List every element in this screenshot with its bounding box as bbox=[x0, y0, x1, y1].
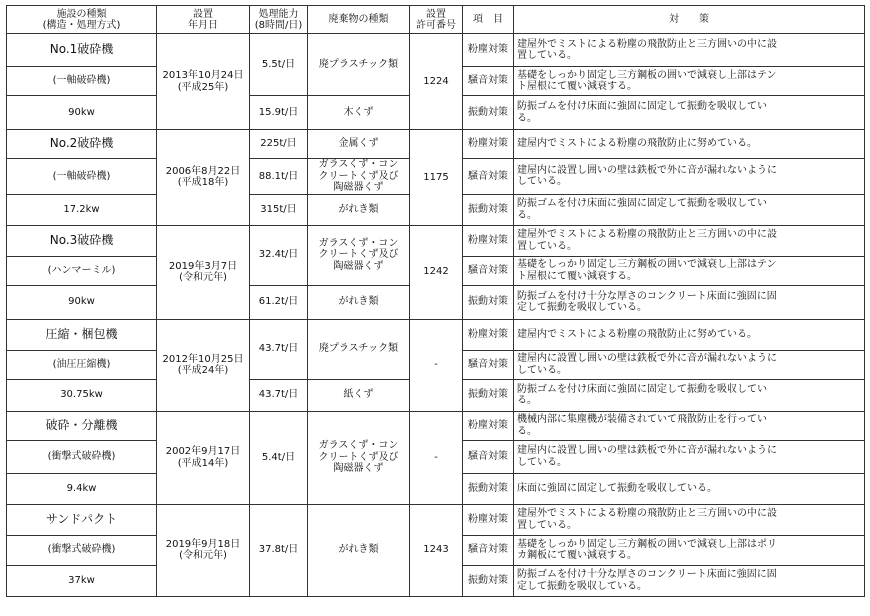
header-installed-date bbox=[157, 6, 250, 34]
waste-type: クリートくず及び bbox=[318, 451, 399, 463]
header-text: 設置 bbox=[426, 8, 446, 20]
permit-number-cell: 1243 bbox=[410, 504, 463, 596]
measure-line: 建屋外でミストによる粉塵の飛散防止と三方囲いの中に設 bbox=[517, 508, 777, 519]
facility-method: (衝撃式破砕機) bbox=[7, 440, 157, 473]
facility-name: No.1破砕機 bbox=[7, 34, 157, 67]
measure-text bbox=[514, 411, 865, 440]
waste-type-cell bbox=[308, 379, 410, 411]
measure-line: している。 bbox=[517, 364, 567, 376]
measure-item: 騒音対策 bbox=[463, 256, 514, 285]
installed-date-cell bbox=[157, 504, 250, 596]
waste-type: がれき類 bbox=[338, 203, 379, 215]
measure-line: ト屋根にて覆い減衰する。 bbox=[517, 81, 637, 92]
measure-line: る。 bbox=[517, 209, 537, 221]
waste-type: がれき類 bbox=[338, 296, 379, 308]
measure-item: 振動対策 bbox=[463, 285, 514, 319]
facility-name: No.2破砕機 bbox=[7, 130, 157, 159]
header-capacity bbox=[250, 6, 308, 34]
waste-type-cell bbox=[308, 411, 410, 504]
measure-item: 粉塵対策 bbox=[463, 411, 514, 440]
capacity-cell: 37.8t/日 bbox=[250, 504, 308, 596]
waste-type: 木くず bbox=[343, 106, 374, 118]
measure-text bbox=[514, 504, 865, 535]
waste-type: 金属くず bbox=[338, 138, 379, 150]
permit-number-cell: 1175 bbox=[410, 130, 463, 226]
installed-era: (平成25年) bbox=[177, 81, 229, 93]
permit-number-cell: 1242 bbox=[410, 225, 463, 319]
facility-method: (一軸破砕機) bbox=[7, 159, 157, 195]
measure-line: 防振ゴムを付け床面に強固に固定して振動を吸収してい bbox=[517, 101, 767, 112]
measure-item: 粉塵対策 bbox=[463, 34, 514, 67]
table-row bbox=[7, 319, 865, 350]
measure-line: 基礎をしっかり固定し三方鋼板の囲いで減衰し上部はテン bbox=[517, 69, 777, 81]
measure-line: 建屋内に設置し囲いの壁は鉄板で外に音が漏れないように bbox=[517, 164, 777, 176]
table-row bbox=[7, 34, 865, 67]
table-row bbox=[7, 504, 865, 535]
measure-line: している。 bbox=[517, 176, 567, 188]
header-text: 年月日 bbox=[188, 19, 218, 31]
waste-type-cell bbox=[308, 130, 410, 159]
capacity-cell: 43.7t/日 bbox=[250, 319, 308, 379]
waste-type: がれき類 bbox=[338, 544, 379, 556]
waste-type: 陶磁器くず bbox=[333, 463, 384, 475]
header-permit-number bbox=[410, 6, 463, 34]
header-text: 設置 bbox=[193, 8, 213, 20]
facility-method: (衝撃式破砕機) bbox=[7, 535, 157, 565]
installed-date-cell bbox=[157, 130, 250, 226]
facility-name: 圧縮・梱包機 bbox=[7, 319, 157, 350]
measure-line: 定して振動を吸収している。 bbox=[517, 302, 647, 313]
installed-date: 2019年9月18日 bbox=[165, 538, 241, 550]
measure-text bbox=[514, 194, 865, 225]
capacity-cell: 315t/日 bbox=[250, 194, 308, 225]
header-row bbox=[7, 6, 865, 34]
facility-power: 90kw bbox=[7, 96, 157, 130]
capacity-cell: 32.4t/日 bbox=[250, 225, 308, 285]
measure-line: 置している。 bbox=[517, 240, 577, 252]
installed-date: 2019年3月7日 bbox=[168, 260, 238, 272]
waste-type: 紙くず bbox=[343, 389, 374, 401]
measure-line: る。 bbox=[517, 395, 537, 406]
measure-line: る。 bbox=[517, 112, 537, 124]
installed-date-cell bbox=[157, 225, 250, 319]
installed-era: (平成14年) bbox=[177, 457, 229, 469]
facility-method: (一軸破砕機) bbox=[7, 67, 157, 96]
facility-name: サンドパクト bbox=[7, 504, 157, 535]
facility-measures-table bbox=[6, 5, 865, 597]
header-text: 処理能力 bbox=[258, 8, 299, 20]
facility-name: 破砕・分離機 bbox=[7, 411, 157, 440]
measure-line: 防振ゴムを付け十分な厚さのコンクリート床面に強固に固 bbox=[517, 569, 777, 580]
measure-text bbox=[514, 565, 865, 596]
waste-type-cell bbox=[308, 225, 410, 285]
measure-line: 建屋内に設置し囲いの壁は鉄板で外に音が漏れないように bbox=[517, 445, 777, 456]
installed-date: 2006年8月22日 bbox=[165, 165, 241, 177]
measure-line: カ鋼板にて覆い減衰する。 bbox=[517, 550, 637, 561]
facility-power: 17.2kw bbox=[7, 194, 157, 225]
waste-type: クリートくず及び bbox=[318, 249, 399, 261]
measure-line: 建屋内でミストによる粉塵の飛散防止に努めている。 bbox=[517, 328, 757, 340]
measure-line: ト屋根にて覆い減衰する。 bbox=[517, 270, 637, 282]
facility-power: 90kw bbox=[7, 285, 157, 319]
table-row bbox=[7, 130, 865, 159]
measure-line: 定して振動を吸収している。 bbox=[517, 580, 647, 592]
permit-number-cell: - bbox=[410, 411, 463, 504]
header-item bbox=[463, 6, 514, 34]
header-text: 対 策 bbox=[669, 14, 709, 25]
header-text: 施設の種類 bbox=[56, 8, 107, 20]
waste-type: クリートくず及び bbox=[318, 170, 399, 182]
facility-power: 37kw bbox=[7, 565, 157, 596]
waste-type: 廃プラスチック類 bbox=[318, 58, 399, 70]
waste-type: 陶磁器くず bbox=[333, 260, 384, 272]
measure-item: 粉塵対策 bbox=[463, 130, 514, 159]
installed-era: (平成18年) bbox=[177, 177, 229, 189]
measure-text bbox=[514, 473, 865, 504]
measure-line: している。 bbox=[517, 456, 567, 468]
measure-text bbox=[514, 159, 865, 195]
measure-text bbox=[514, 350, 865, 379]
measure-line: 防振ゴムを付け十分な厚さのコンクリート床面に強固に固 bbox=[517, 290, 777, 302]
capacity-cell: 225t/日 bbox=[250, 130, 308, 159]
measure-item: 粉塵対策 bbox=[463, 225, 514, 256]
measure-line: 基礎をしっかり固定し三方鋼板の囲いで減衰し上部はテン bbox=[517, 259, 777, 270]
header-text: (構造・処理方式) bbox=[42, 19, 121, 31]
capacity-cell: 88.1t/日 bbox=[250, 159, 308, 195]
installed-date: 2012年10月25日 bbox=[162, 353, 244, 365]
permit-number-cell: 1224 bbox=[410, 34, 463, 130]
facility-method: (ハンマーミル) bbox=[7, 256, 157, 285]
waste-type-cell bbox=[308, 504, 410, 596]
table-row bbox=[7, 225, 865, 256]
measure-line: 機械内部に集塵機が装備されていて飛散防止を行ってい bbox=[517, 414, 767, 425]
installed-date-cell bbox=[157, 319, 250, 411]
measure-item: 振動対策 bbox=[463, 565, 514, 596]
measure-text bbox=[514, 225, 865, 256]
measure-item: 騒音対策 bbox=[463, 440, 514, 473]
waste-type: 廃プラスチック類 bbox=[318, 343, 399, 355]
facility-power: 9.4kw bbox=[7, 473, 157, 504]
waste-type-cell bbox=[308, 194, 410, 225]
waste-type: ガラスくず・コン bbox=[318, 159, 399, 170]
measure-text bbox=[514, 67, 865, 96]
measure-line: 建屋外でミストによる粉塵の飛散防止と三方囲いの中に設 bbox=[517, 38, 777, 50]
capacity-cell: 61.2t/日 bbox=[250, 285, 308, 319]
measure-item: 騒音対策 bbox=[463, 535, 514, 565]
header-facility-type bbox=[7, 6, 157, 34]
installed-date: 2002年9月17日 bbox=[165, 446, 241, 457]
measure-item: 振動対策 bbox=[463, 194, 514, 225]
waste-type-cell bbox=[308, 96, 410, 130]
facility-method: (油圧圧縮機) bbox=[7, 350, 157, 379]
measure-text bbox=[514, 285, 865, 319]
measure-text bbox=[514, 256, 865, 285]
header-measures bbox=[514, 6, 865, 34]
measure-line: 防振ゴムを付け床面に強固に固定して振動を吸収してい bbox=[517, 198, 767, 209]
capacity-cell: 43.7t/日 bbox=[250, 379, 308, 411]
measure-text bbox=[514, 535, 865, 565]
installed-era: (令和元年) bbox=[179, 550, 227, 561]
measure-text bbox=[514, 34, 865, 67]
header-text: 許可番号 bbox=[416, 19, 456, 31]
measure-text bbox=[514, 319, 865, 350]
installed-date-cell bbox=[157, 411, 250, 504]
waste-type-cell bbox=[308, 319, 410, 379]
waste-type-cell bbox=[308, 285, 410, 319]
measure-line: 建屋内でミストによる粉塵の飛散防止に努めている。 bbox=[517, 138, 757, 150]
measure-line: 建屋内に設置し囲いの壁は鉄板で外に音が漏れないように bbox=[517, 353, 777, 364]
installed-era: (平成24年) bbox=[177, 365, 229, 376]
measure-item: 粉塵対策 bbox=[463, 319, 514, 350]
measure-line: 建屋外でミストによる粉塵の飛散防止と三方囲いの中に設 bbox=[517, 229, 777, 240]
waste-type: ガラスくず・コン bbox=[318, 440, 399, 452]
measure-line: 置している。 bbox=[517, 519, 577, 531]
measure-line: 床面に強固に固定して振動を吸収している。 bbox=[517, 482, 717, 494]
installed-era: (令和元年) bbox=[179, 272, 227, 283]
measure-item: 振動対策 bbox=[463, 473, 514, 504]
header-text: 項 目 bbox=[473, 14, 503, 25]
measure-line: 防振ゴムを付け床面に強固に固定して振動を吸収してい bbox=[517, 383, 767, 395]
measure-text bbox=[514, 379, 865, 411]
measure-item: 騒音対策 bbox=[463, 159, 514, 195]
measure-item: 騒音対策 bbox=[463, 350, 514, 379]
table-row bbox=[7, 411, 865, 440]
capacity-cell: 5.5t/日 bbox=[250, 34, 308, 96]
header-waste-type bbox=[308, 6, 410, 34]
facility-name: No.3破砕機 bbox=[7, 225, 157, 256]
header-text: (8時間/日) bbox=[254, 19, 303, 31]
waste-type: ガラスくず・コン bbox=[318, 237, 399, 249]
waste-type: 陶磁器くず bbox=[333, 182, 384, 193]
measure-text bbox=[514, 440, 865, 473]
measure-item: 振動対策 bbox=[463, 379, 514, 411]
waste-type-cell bbox=[308, 34, 410, 96]
measure-item: 騒音対策 bbox=[463, 67, 514, 96]
permit-number-cell: - bbox=[410, 319, 463, 411]
capacity-cell: 15.9t/日 bbox=[250, 96, 308, 130]
measure-item: 粉塵対策 bbox=[463, 504, 514, 535]
measure-text bbox=[514, 130, 865, 159]
facility-power: 30.75kw bbox=[7, 379, 157, 411]
measure-text bbox=[514, 96, 865, 130]
measure-line: る。 bbox=[517, 425, 537, 437]
measure-line: 基礎をしっかり固定し三方鋼板の囲いで減衰し上部はポリ bbox=[517, 538, 777, 550]
installed-date: 2013年10月24日 bbox=[162, 70, 244, 81]
measure-item: 振動対策 bbox=[463, 96, 514, 130]
facility-measures-document bbox=[6, 5, 864, 611]
header-text: 廃棄物の種類 bbox=[328, 14, 389, 25]
waste-type-cell bbox=[308, 159, 410, 195]
measure-line: 置している。 bbox=[517, 50, 577, 61]
installed-date-cell bbox=[157, 34, 250, 130]
capacity-cell: 5.4t/日 bbox=[250, 411, 308, 504]
